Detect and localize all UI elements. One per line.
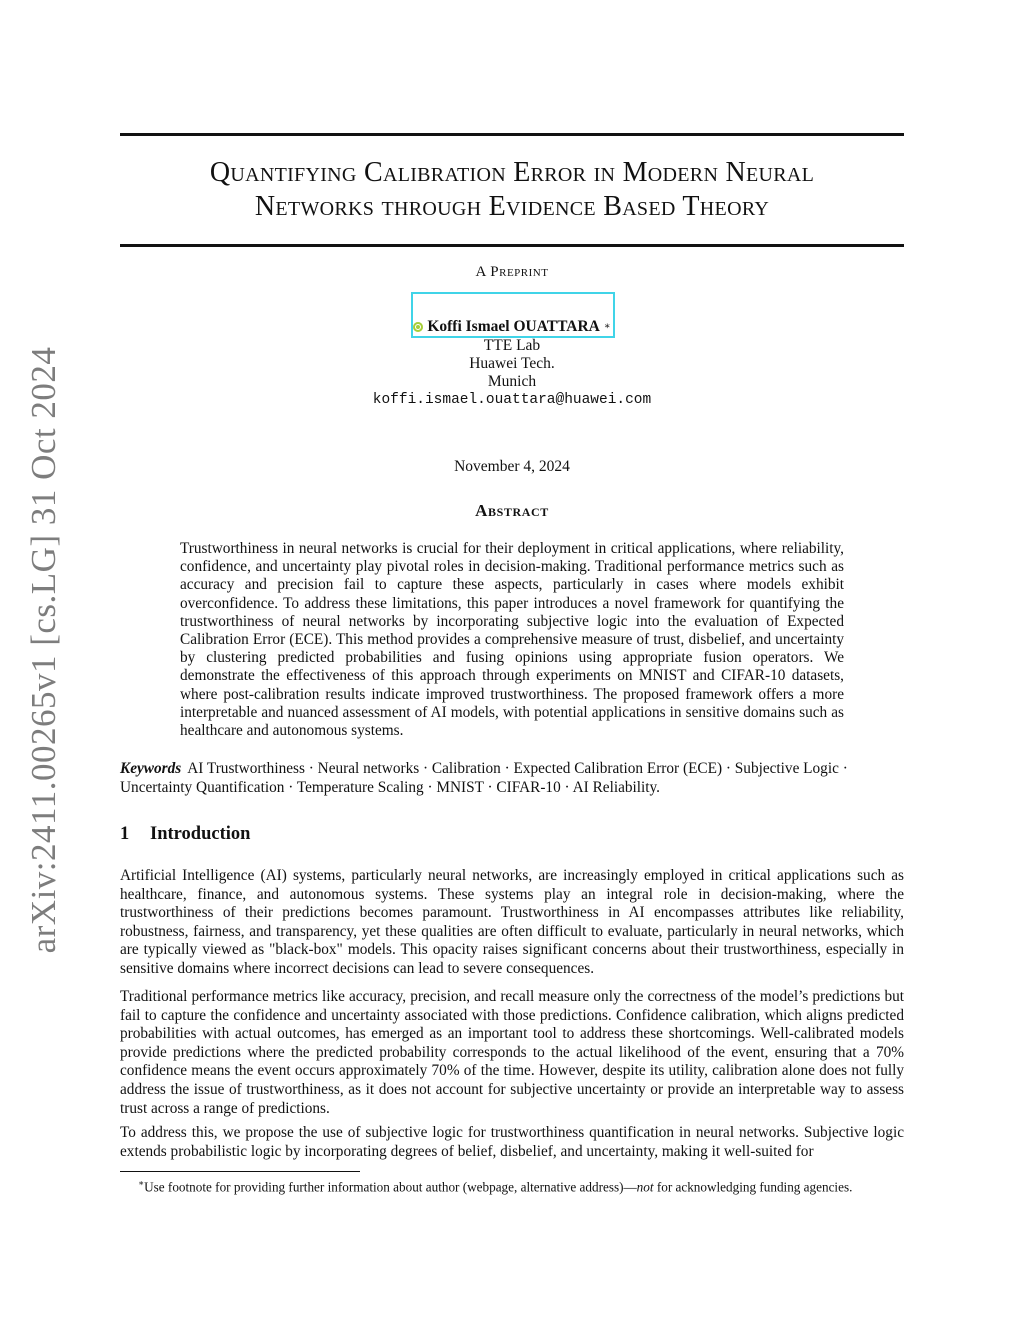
author-name-text: Koffi Ismael OUATTARA — [427, 318, 600, 335]
author-company: Huawei Tech. — [469, 355, 555, 372]
author-lab: TTE Lab — [483, 337, 541, 354]
title-line-1: Quantifying Calibration Error in Modern Neural — [209, 157, 815, 188]
footnote-text-before: Use footnote for providing further information about author (webpage, alternative address)— — [144, 1179, 637, 1195]
title-top-rule — [120, 133, 904, 136]
section-number: 1 — [120, 824, 130, 844]
intro-paragraph-2: Traditional performance metrics like accuracy, precision, and recall measure only the correctness of the model’s predictions but fail to capture the confidence and uncertainty associated with those predictions. Confidence calibration, which aligns predicted probabilities with actual outcomes, has emerged as an important tool to address these shortcomings. Well-calibrated models provide predictions where the predicted probability corresponds to the actual likelihood of the event, ensuring that a 70% confidence means the event occurs approximately 70% of the time. However, despite its utility, calibration alone does not fully address the issue of trustworthiness, as it does not account for subjective uncertainty or provide an interpretable way to assess trust across a range of predictions. — [120, 988, 904, 1117]
section-heading-introduction — [120, 824, 250, 845]
author-name[interactable] — [413, 318, 610, 336]
keywords — [120, 760, 904, 797]
footnote-text-after: for acknowledging funding agencies. — [653, 1179, 853, 1195]
preprint-label: A Preprint — [475, 264, 549, 280]
author-footnote-mark[interactable]: ∗ — [603, 321, 611, 332]
footnote — [120, 1175, 904, 1195]
author-email[interactable]: koffi.ismael.ouattara@huawei.com — [372, 392, 652, 408]
author-city: Munich — [487, 373, 537, 390]
intro-paragraph-3: To address this, we propose the use of subjective logic for trustworthiness quantification in neural networks. Subjective logic extends probabilistic logic by incorporating degrees of belief, disbelief, and uncertainty, making it well-suited for — [120, 1124, 904, 1160]
title-line-2: Networks through Evidence Based Theory — [254, 191, 770, 222]
section-title: Introduction — [150, 824, 251, 844]
orcid-icon[interactable] — [413, 322, 423, 332]
footnote-emphasis: not — [636, 1179, 654, 1195]
keywords-text: AI Trustworthiness · Neural networks · Calibration · Expected Calibration Error (ECE) · Subjective Logic · Uncertainty Quantification · Temperature Scaling · MNIST · CIFAR-10 · AI Reliability. — [120, 760, 848, 796]
title-bottom-rule — [120, 244, 904, 247]
abstract-heading: Abstract — [475, 501, 549, 520]
paper-title — [120, 156, 904, 224]
author-block — [120, 318, 904, 409]
abstract-text: Trustworthiness in neural networks is crucial for their deployment in critical applications, where reliability, confidence, and uncertainty play pivotal roles in decision-making. Traditional performance metrics such as accuracy and precision fail to capture these aspects, particularly in cases where models exhibit overconfidence. To address these limitations, this paper introduces a novel framework for quantifying the trustworthiness of neural networks by incorporating subjective logic into the evaluation of Expected Calibration Error (ECE). This method provides a comprehensive measure of trust, disbelief, and uncertainty by clustering predicted probabilities and fusing opinions using appropriate fusion operators. We demonstrate the effectiveness of this approach through experiments on MNIST and CIFAR-10 datasets, where post-calibration results indicate improved trustworthiness. The proposed framework offers a more interpretable and nuanced assessment of AI models, with potential applications in sensitive domains such as healthcare and autonomous systems. — [180, 540, 844, 740]
intro-paragraph-1: Artificial Intelligence (AI) systems, particularly neural networks, are increasingly employed in critical applications such as healthcare, finance, and autonomous systems. These systems play an integral role in decision-making, where the trustworthiness of their predictions becomes paramount. Trustworthiness in AI encompasses attributes like reliability, robustness, fairness, and transparency, yet these qualities are often difficult to evaluate, particularly in neural networks, which are typically viewed as "black-box" models. This opacity raises significant concerns about their trustworthiness, especially in sensitive domains where incorrect decisions can lead to severe consequences. — [120, 867, 904, 977]
keywords-label: Keywords — [120, 760, 182, 777]
footnote-rule — [120, 1171, 360, 1172]
arxiv-side-stamp: arXiv:2411.00265v1 [cs.LG] 31 Oct 2024 — [24, 346, 63, 954]
footnote-mark: ∗ — [138, 1178, 145, 1188]
publication-date: November 4, 2024 — [454, 458, 570, 475]
